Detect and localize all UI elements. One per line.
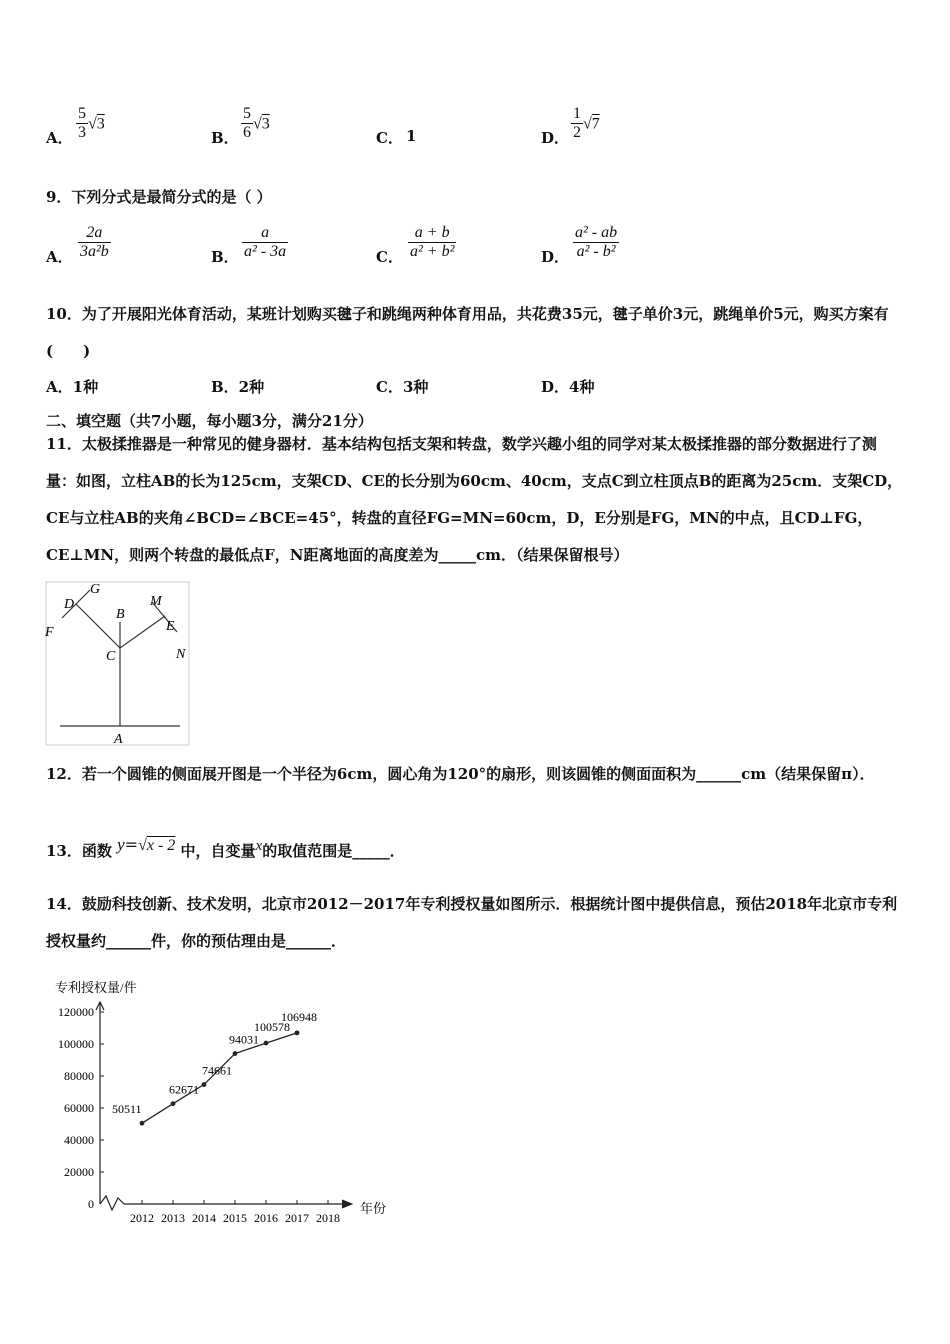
q9-option-c-value: $\frac{a + b}{\text{a² + b²}}$: [410, 224, 455, 261]
x-tick-label: 2016: [254, 1211, 278, 1225]
data-label: 100578: [254, 1020, 290, 1035]
arm-ce: [120, 616, 165, 648]
label-n: N: [176, 647, 186, 662]
q8-option-c-value: 1: [406, 127, 417, 145]
x-tick-label: 2015: [223, 1211, 247, 1225]
q11-stem: 11．太极揉推器是一种常见的健身器材．基本结构包括支架和转盘，数学兴趣小组的同学对某太极揉推器的部分数据进行了测量：如图，立柱AB的长为125cm，支架CD、CE的长分别为60cm、40cm，支点C到立柱顶点B的距离为25cm．支架CD，CE与立柱AB的夹角∠BCD=∠BCE=45°，转盘的直径FG=MN=60cm，D，E分别是FG，MN的中点，且CD⊥FG，CE⊥MN，则两个转盘的最低点F，N距离地面的高度差为_____cm．（结果保留根号）: [46, 435, 903, 564]
y-tick-label: 120000: [58, 1005, 94, 1019]
y-tick-label: 60000: [64, 1101, 94, 1115]
y-tick-label: 20000: [64, 1165, 94, 1179]
chart-xlabel: 年份: [360, 1201, 387, 1216]
q10-stem: 10．为了开展阳光体育活动，某班计划购买毽子和跳绳两种体育用品，共花费35元，毽子单价3元，跳绳单价5元，购买方案有( ): [46, 305, 889, 360]
data-point: [295, 1030, 300, 1035]
y-tick-label: 0: [88, 1197, 94, 1211]
y-tick-label: 40000: [64, 1133, 94, 1147]
data-point: [140, 1121, 145, 1126]
q9-option-a-value: $\frac{2a}{\text{3a²b}}$: [80, 224, 109, 261]
series-line: [142, 1033, 297, 1123]
data-point: [233, 1051, 238, 1056]
x-tick-label: 2018: [316, 1211, 340, 1225]
arm-cd: [76, 604, 120, 648]
q10-option-c: C．3种: [376, 378, 429, 396]
q8-option-a-label: A．: [46, 129, 73, 147]
data-label: 62671: [169, 1082, 199, 1097]
q12-stem: 12．若一个圆锥的侧面展开图是一个半径为6cm，圆心角为120°的扇形，则该圆锥的侧面面积为______cm（结果保留π）．: [46, 765, 875, 783]
q8-option-d-value: $\frac{1}{2}$ √7: [573, 105, 600, 142]
q13-stem: 13．函数 y=√x - 2 中，自变量x的取值范围是_____．: [46, 835, 405, 860]
x-tick-label: 2017: [285, 1211, 309, 1225]
q9-option-a-label: A．: [46, 248, 73, 266]
label-m: M: [150, 594, 162, 609]
label-g: G: [90, 582, 101, 597]
x-axis: [100, 1196, 350, 1210]
data-point: [171, 1101, 176, 1106]
label-d: D: [64, 597, 75, 612]
data-label: 50511: [112, 1102, 142, 1117]
q9-option-b-label: B．: [211, 248, 239, 266]
q10-option-d: D．4种: [541, 378, 595, 396]
x-tick-label: 2014: [192, 1211, 216, 1225]
patent-chart: [30, 972, 400, 1230]
data-label: 94031: [229, 1032, 259, 1047]
label-c: C: [106, 649, 116, 664]
q8-option-a-value: $\frac{5}{3}$ √3: [78, 105, 105, 142]
q9-option-d-value: $\frac{\text{a² - ab}}{\text{a² - b²}}$: [575, 224, 618, 261]
x-axis-arrow: [342, 1200, 352, 1208]
q10-option-b: B．2种: [211, 378, 265, 396]
q11-figure: [40, 580, 192, 748]
label-b: B: [116, 607, 125, 622]
chart-ylabel: 专利授权量/件: [55, 980, 137, 995]
y-tick-label: 100000: [58, 1037, 94, 1051]
label-e: E: [166, 619, 175, 634]
data-point: [202, 1082, 207, 1087]
data-label: 74661: [202, 1063, 232, 1078]
q9-option-d-label: D．: [541, 248, 570, 266]
data-point: [264, 1041, 269, 1046]
y-tick-label: 80000: [64, 1069, 94, 1083]
x-tick-label: 2012: [130, 1211, 154, 1225]
section-heading-fill-blank: 二、填空题（共7小题，每小题3分，满分21分）: [46, 412, 373, 430]
label-f: F: [45, 625, 54, 640]
q9-stem: 9．下列分式是最简分式的是（ ）: [46, 188, 272, 206]
q8-option-b-value: $\frac{5}{6}$ √3: [243, 105, 270, 142]
q10-option-a: A．1种: [46, 378, 99, 396]
label-a: A: [114, 732, 123, 747]
data-label: 106948: [281, 1009, 317, 1024]
x-tick-label: 2013: [161, 1211, 185, 1225]
q8-option-b-label: B．: [211, 129, 239, 147]
q9-option-b-value: $\frac{a}{\text{a² - 3a}}$: [244, 224, 287, 261]
q9-option-c-label: C．: [376, 248, 403, 266]
q8-option-d-label: D．: [541, 129, 570, 147]
q8-option-c-label: C．: [376, 129, 403, 147]
q14-stem: 14．鼓励科技创新、技术发明，北京市2012－2017年专利授权量如图所示．根据统计图中提供信息，预估2018年北京市专利授权量约______件，你的预估理由是______．: [46, 895, 898, 950]
